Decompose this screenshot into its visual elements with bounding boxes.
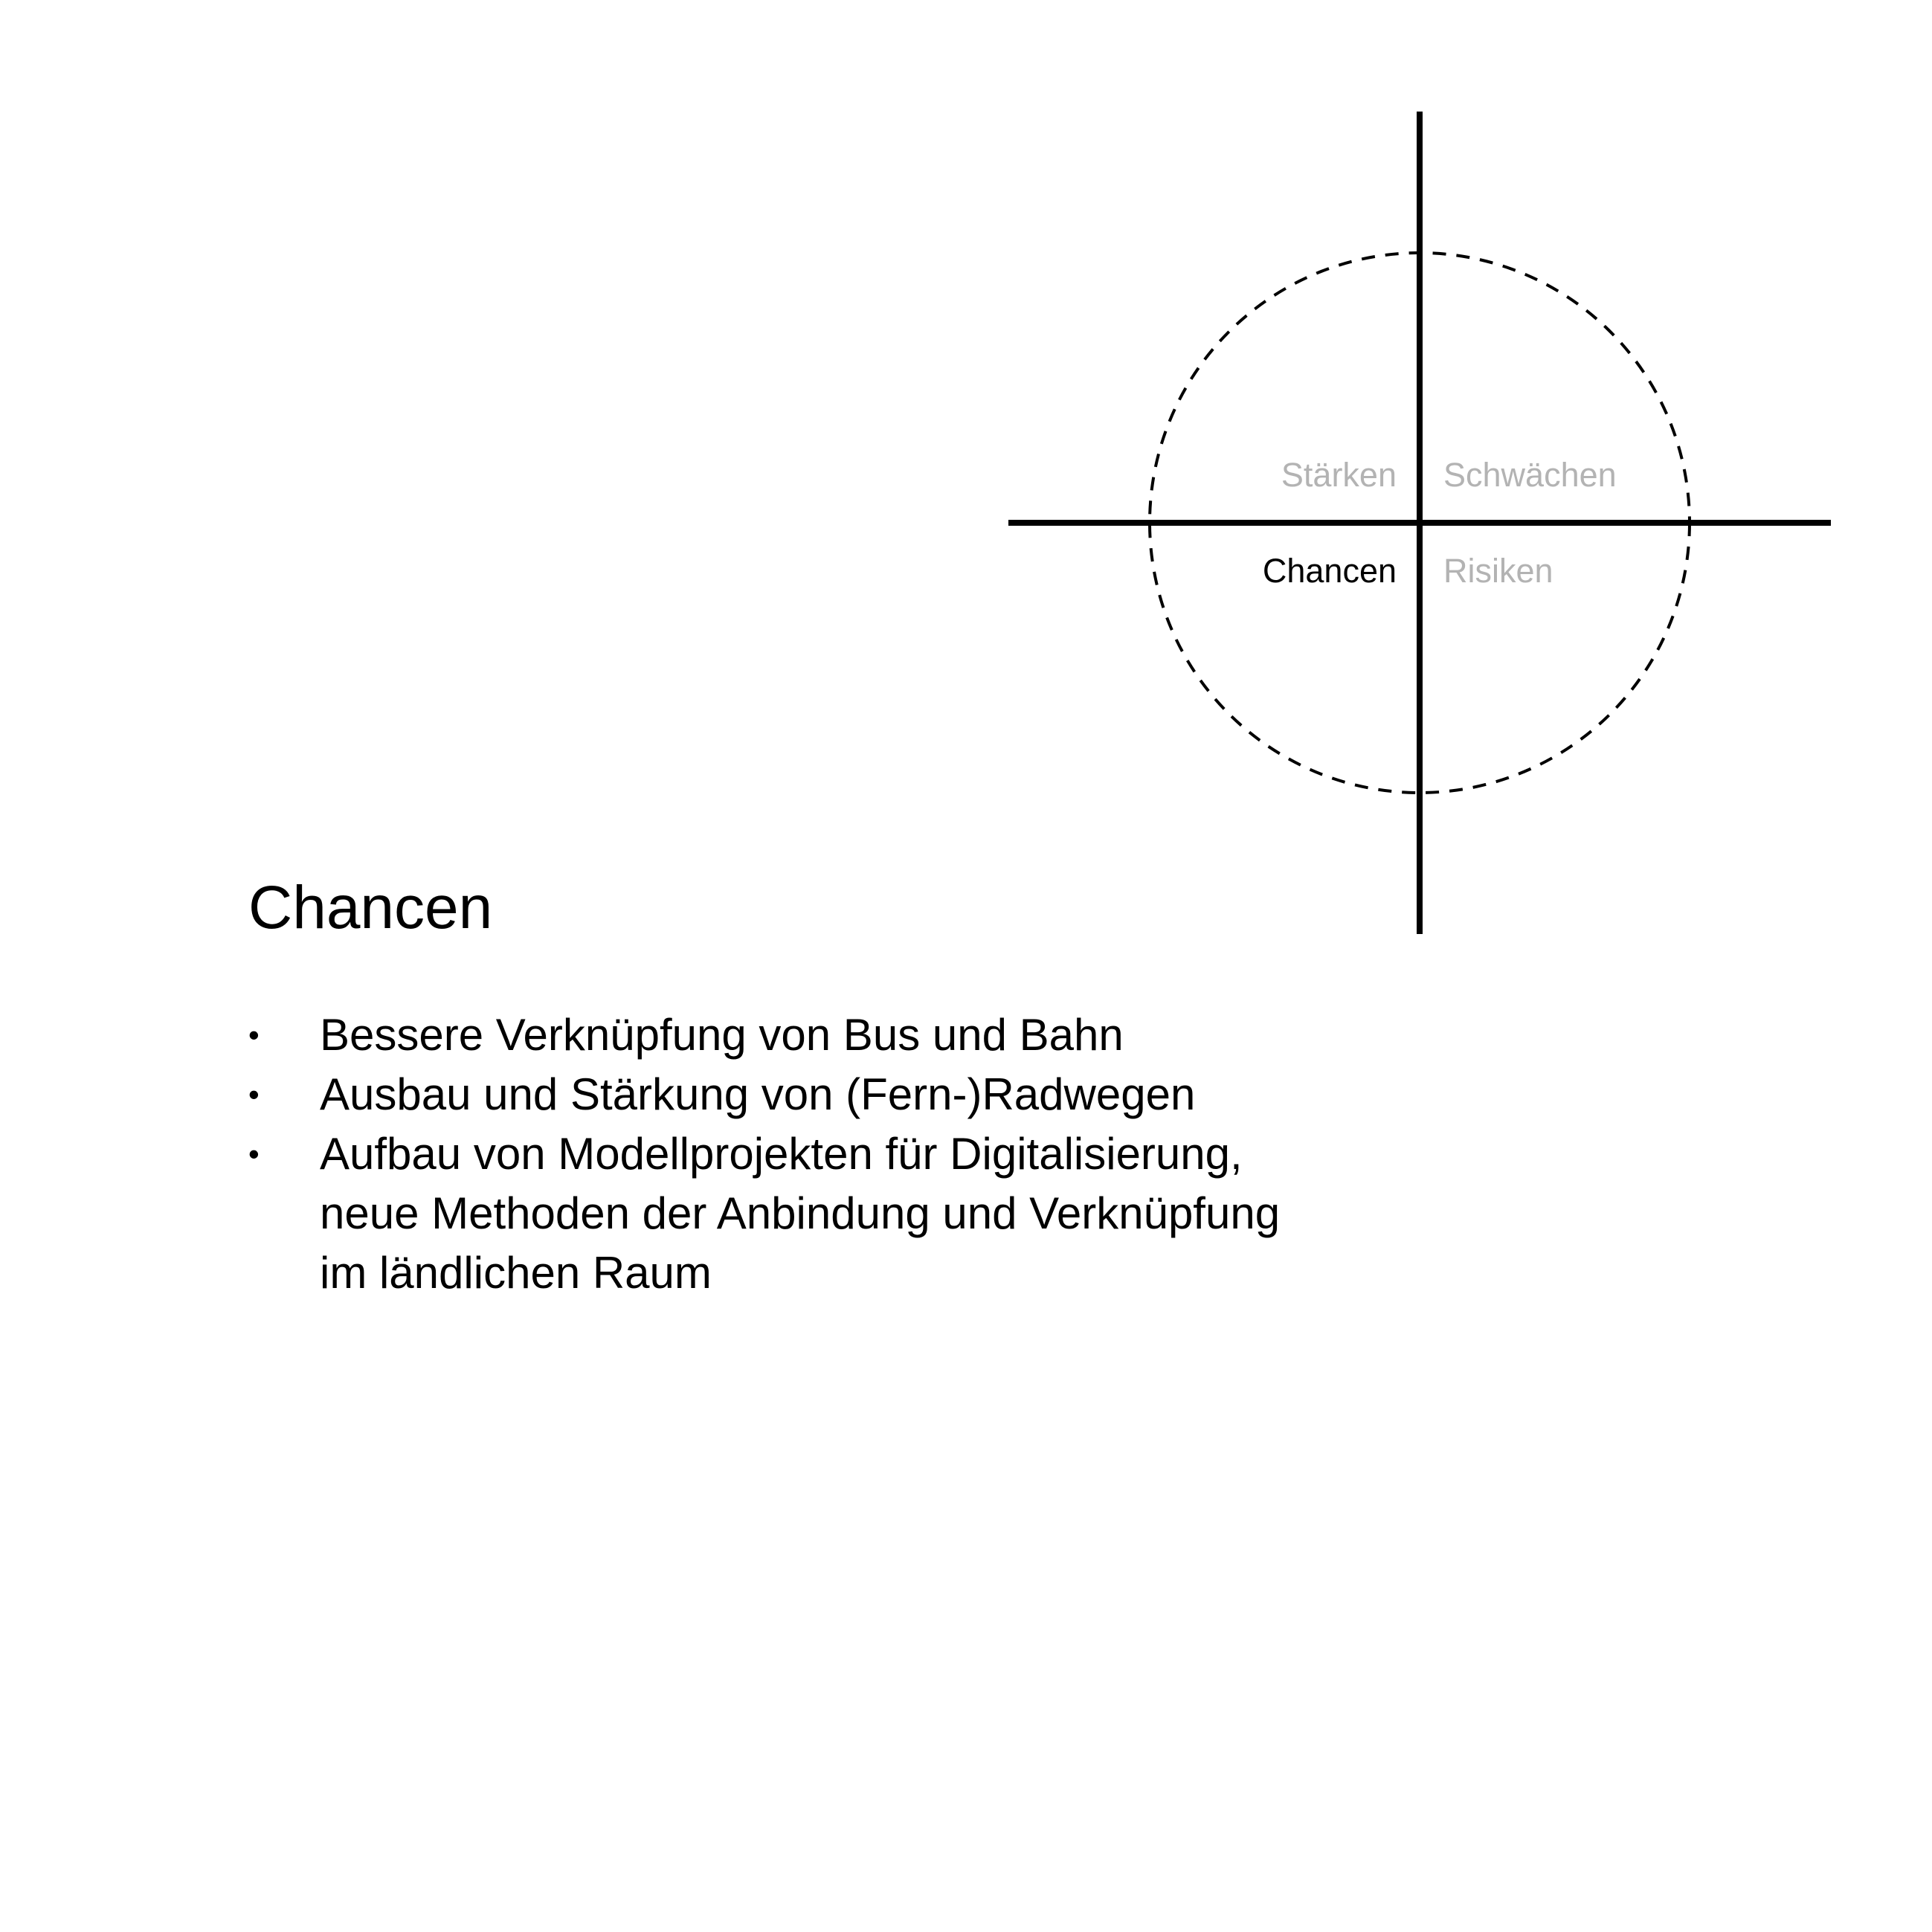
bullet-icon: •	[248, 1136, 260, 1171]
list-item	[248, 1005, 1289, 1065]
list-item-text: Aufbau von Modellprojekten für Digitalisierung, neue Methoden der Anbindung und Verknüpfung im ländlichen Raum	[320, 1129, 1281, 1298]
list-item-text: Bessere Verknüpfung von Bus und Bahn	[320, 1010, 1124, 1060]
section-title: Chancen	[248, 874, 493, 941]
list-item-text: Ausbau und Stärkung von (Fern-)Radwegen	[320, 1069, 1196, 1119]
bullet-list	[248, 1005, 1289, 1303]
bullet-icon: •	[248, 1077, 260, 1112]
bullet-icon: •	[248, 1017, 260, 1052]
quadrant-label-staerken: Stärken	[1281, 456, 1397, 494]
list-item	[248, 1065, 1289, 1124]
quadrant-label-schwaechen: Schwächen	[1443, 456, 1617, 494]
quadrant-label-chancen: Chancen	[1262, 552, 1397, 590]
list-item	[248, 1124, 1289, 1303]
quadrant-label-risiken: Risiken	[1443, 552, 1553, 590]
